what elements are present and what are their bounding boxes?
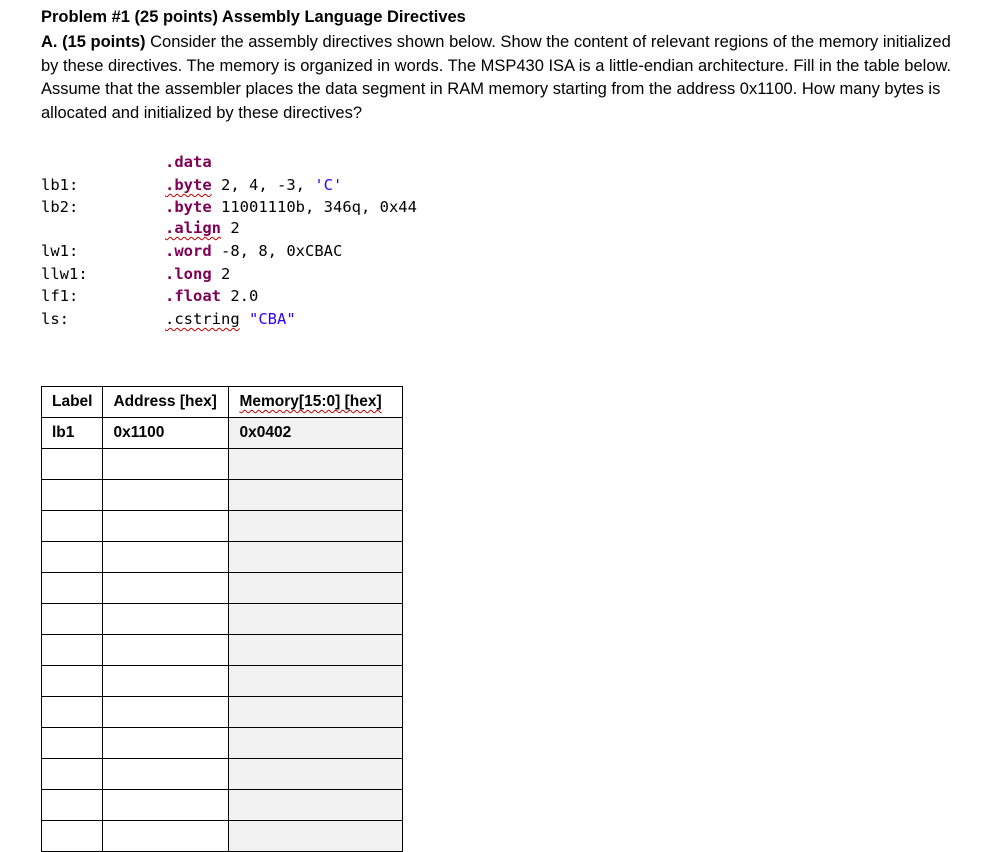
part-text: Consider the assembly directives shown below. Show the content of relevant regions of the memory initialized by these directives. The memory is organized in words. The MSP430 ISA is a little-endian architecture. Fill in the table below. Assume that the assembler places the data segment in RAM memory starting from the address 0x1100. How many bytes is allocated and initialized by these directives? [41, 33, 952, 122]
cell-address-input[interactable] [103, 573, 229, 604]
cell-memory-input[interactable] [229, 604, 403, 635]
table-row-empty [42, 666, 403, 697]
cell-label-input[interactable] [42, 480, 103, 511]
cell-memory-input[interactable] [229, 573, 403, 604]
cell-address-input[interactable] [103, 666, 229, 697]
table-row-empty [42, 635, 403, 666]
cell-label-input[interactable] [42, 635, 103, 666]
table-row-empty [42, 573, 403, 604]
cell-memory-input[interactable] [229, 759, 403, 790]
cell-address-input[interactable] [103, 511, 229, 542]
table-row [42, 418, 403, 449]
cell-label-input[interactable] [42, 790, 103, 821]
cell-memory-input[interactable] [229, 790, 403, 821]
cell-address: 0x1100 [103, 418, 229, 449]
cell-address-input[interactable] [103, 635, 229, 666]
code-directive: .word -8, 8, 0xCBAC [165, 242, 343, 260]
code-label: lw1: [41, 242, 79, 260]
cell-label-input[interactable] [42, 542, 103, 573]
cell-address-input[interactable] [103, 604, 229, 635]
code-directive: .align 2 [165, 219, 240, 237]
cell-label-input[interactable] [42, 449, 103, 480]
problem-description [41, 31, 971, 125]
code-label: llw1: [41, 265, 88, 283]
code-directive: .cstring "CBA" [165, 310, 296, 328]
code-label: lb1: [41, 176, 79, 194]
header-memory: Memory[15:0] [hex] [229, 387, 403, 418]
cell-memory-input[interactable] [229, 666, 403, 697]
cell-memory-input[interactable] [229, 480, 403, 511]
cell-address-input[interactable] [103, 821, 229, 852]
cell-label-input[interactable] [42, 511, 103, 542]
cell-label-input[interactable] [42, 728, 103, 759]
table-row-empty [42, 511, 403, 542]
code-label: ls: [41, 310, 69, 328]
cell-label-input[interactable] [42, 821, 103, 852]
table-row-empty [42, 449, 403, 480]
code-directive: .byte 11001110b, 346q, 0x44 [165, 198, 417, 216]
table-row-empty [42, 821, 403, 852]
table-row-empty [42, 697, 403, 728]
cell-address-input[interactable] [103, 542, 229, 573]
cell-address-input[interactable] [103, 697, 229, 728]
cell-memory-input[interactable] [229, 449, 403, 480]
cell-address-input[interactable] [103, 790, 229, 821]
cell-label-input[interactable] [42, 697, 103, 728]
part-label: A. (15 points) [41, 33, 146, 51]
code-directive: .long 2 [165, 265, 231, 283]
code-directive: .float 2.0 [165, 287, 259, 305]
header-address: Address [hex] [103, 387, 229, 418]
code-directive: .byte 2, 4, -3, 'C' [165, 176, 343, 194]
cell-memory-input[interactable] [229, 511, 403, 542]
data-directive: .data [165, 153, 212, 171]
code-label: lf1: [41, 287, 79, 305]
table-row-empty [42, 542, 403, 573]
table-row-empty [42, 790, 403, 821]
cell-address-input[interactable] [103, 759, 229, 790]
cell-memory-input[interactable] [229, 697, 403, 728]
table-row-empty [42, 759, 403, 790]
code-label: lb2: [41, 198, 79, 216]
cell-memory-input[interactable] [229, 635, 403, 666]
header-label: Label [42, 387, 103, 418]
table-row-empty [42, 480, 403, 511]
cell-label-input[interactable] [42, 604, 103, 635]
cell-address-input[interactable] [103, 449, 229, 480]
cell-label: lb1 [42, 418, 103, 449]
cell-address-input[interactable] [103, 728, 229, 759]
cell-memory-input[interactable] [229, 542, 403, 573]
table-row-empty [42, 728, 403, 759]
table-header-row [42, 387, 403, 418]
cell-label-input[interactable] [42, 759, 103, 790]
cell-memory-input[interactable] [229, 728, 403, 759]
cell-label-input[interactable] [42, 666, 103, 697]
cell-address-input[interactable] [103, 480, 229, 511]
cell-label-input[interactable] [42, 573, 103, 604]
problem-title: Problem #1 (25 points) Assembly Language Directives [41, 8, 466, 26]
table-row-empty [42, 604, 403, 635]
memory-table [41, 386, 403, 852]
cell-memory-input[interactable] [229, 821, 403, 852]
cell-memory: 0x0402 [229, 418, 403, 449]
